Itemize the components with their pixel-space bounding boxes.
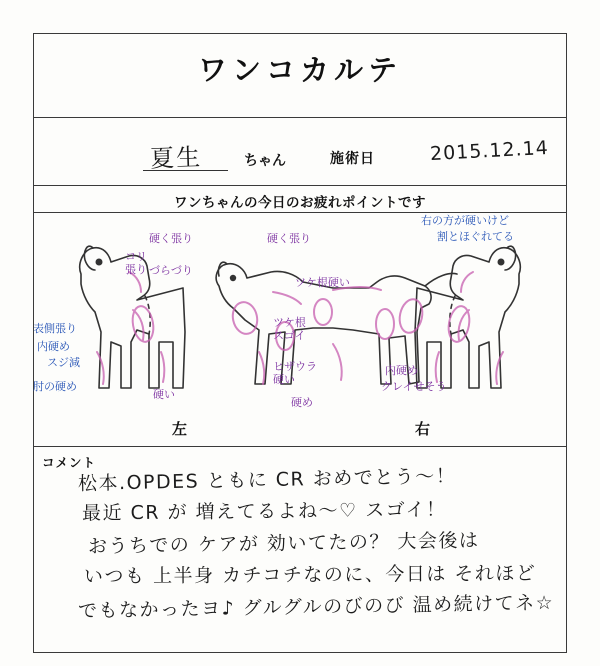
comment-label: コメント xyxy=(42,456,97,470)
page-title: ワンコカルテ xyxy=(197,53,402,87)
annotation-kataku-hari-1: 硬く張り xyxy=(149,232,193,245)
comment-line: 松本.OPDES ともに CR おめでとう〜！ xyxy=(77,465,457,496)
chart-label-left: 左 xyxy=(172,421,188,438)
annotation-warito-hogureteru: 割とほぐれてる xyxy=(437,230,514,243)
name-underline xyxy=(143,170,228,171)
annotation-uchi-katame-right: 内硬め xyxy=(385,364,418,377)
annotation-hizaura-katai: ヒザウラ 硬い xyxy=(273,360,317,386)
annotation-migi-katai: 右の方が硬いけど xyxy=(421,214,509,227)
annotation-katai-left: 硬い xyxy=(153,388,175,401)
treatment-date-label: 施術日 xyxy=(330,150,375,166)
annotation-kori-hari: コリ 張り xyxy=(125,250,147,276)
annotation-tsukene-katai: ツケ根硬い xyxy=(295,276,350,289)
annotation-tsukene-sugoi: ツケ根 スゴイ xyxy=(273,316,306,342)
divider-chart xyxy=(33,446,567,447)
name-suffix-label: ちゃん xyxy=(244,152,286,168)
comment-line: いつも 上半身 カチコチなのに、今日は それほど xyxy=(83,562,537,588)
comment-line: でもなかったヨ♪ グルグルのびのび 温め続けてネ☆ xyxy=(77,591,555,623)
annotation-kataku-hari-2: 硬く張り xyxy=(267,232,311,245)
comment-line: 最近 CR が 増えてるよね〜♡ スゴイ！ xyxy=(81,498,447,525)
annotation-katame-mid: 硬め xyxy=(291,396,313,409)
annotation-suji-gen: スジ減 xyxy=(47,356,80,369)
comment-body xyxy=(78,463,558,623)
annotation-kirei-sesou: クレイせそう xyxy=(381,380,447,393)
chart-label-right: 右 xyxy=(415,421,431,438)
divider-name-row xyxy=(33,185,567,186)
annotation-zurazuri: づらづり xyxy=(149,264,193,277)
annotation-omoteawa-hari: 表側張り xyxy=(33,322,77,335)
annotation-uchi-katame: 内硬め xyxy=(37,340,70,353)
comment-line: おうちでの ケアが 効いてたの？ 大会後は xyxy=(87,529,480,558)
dog-name-value: 夏生 xyxy=(149,143,203,173)
dog-body-chart xyxy=(33,212,567,446)
annotation-hiji-katame: 肘の硬め xyxy=(33,380,77,393)
treatment-date-value: 2015.12.14 xyxy=(429,136,550,166)
divider-title xyxy=(33,117,567,118)
tired-points-header: ワンちゃんの今日のお疲れポイントです xyxy=(174,195,426,210)
